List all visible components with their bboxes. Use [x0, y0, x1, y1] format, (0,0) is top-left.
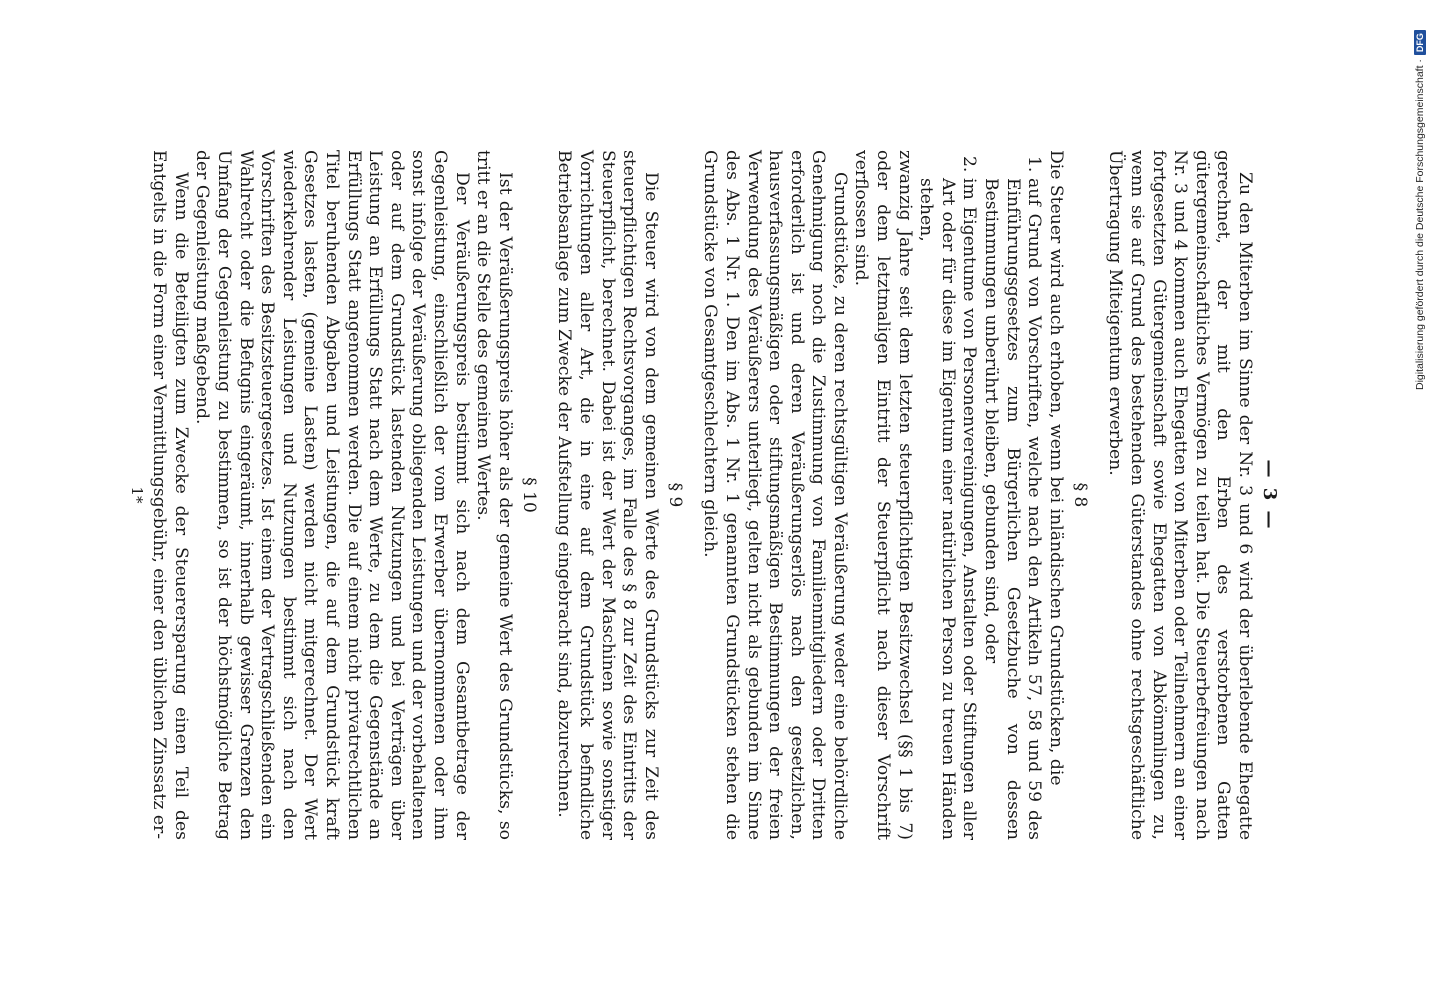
list-item	[979, 150, 1044, 840]
dfg-caption	[1414, 30, 1426, 390]
list-item-number: 1.	[1024, 156, 1045, 173]
list-item-number: 2.	[959, 156, 980, 173]
section-8-paragraph-2: Grundstücke, zu deren rechtsgültigen Veräußerung weder eine behördliche Genehmigung noch die Zustimmung von Familienmitgliedern oder Dritten erforderlich ist und deren Veräußerungserlös nach den gesetzlichen, hausverfassungsmäßigen oder stiftungsmäßigen Bestimmungen der freien Verwendung des Veräußerers unterliegt, gelten nicht als gebunden im Sinne des Abs. 1 Nr. 1. Den im Abs. 1 Nr. 1 genannten Grundstücken stehen die Grundstücke von Gesamtgeschlechtern gleich.	[700, 150, 850, 840]
intro-paragraph: Zu den Miterben im Sinne der Nr. 3 und 6 wird der überlebende Ehegatte gerechnet, der mit den Erben des verstorbenen Gatten gütergemeinschaftliches Vermögen zu teilen hat. Die Steuerbefreiungen nach Nr. 3 und 4 kommen auch Ehegatten von Miterben oder Teilnehmern an einer fortgesetzten Gütergemeinschaft sowie Ehegatten von Abkömmlingen zu, wenn sie auf Grund des bestehenden Güterstandes ohne rechtsgeschäftliche Übertragung Miteigentum erwerben.	[1105, 150, 1255, 840]
page-number: — 3 —	[1259, 459, 1280, 531]
section-10-paragraph-1: Ist der Veräußerungspreis höher als der gemeine Wert des Grundstücks, so tritt er an die Stelle des gemeinen Wertes.	[473, 150, 515, 840]
section-10-paragraph-2: Der Veräußerungspreis bestimmt sich nach dem Gesamtbetrage der Gegenleistung, einschließlich der vom Erwerber übernommenen oder ihm sonst infolge der Veräußerung obliegenden Leistungen und der vorbehaltenen oder auf dem Grundstück lastenden Nutzungen und bei Verträgen über Leistung an Erfüllungs Statt nach dem Werte, zu dem die Gegenstände an Erfüllungs Statt angenommen werden. Die auf einem nicht privatrechtlichen Titel beruhenden Abgaben und Leistungen, die auf dem Grundstück kraft Gesetzes lasten, (gemeine Lasten) werden nicht mitgerechnet. Der Wert wiederkehrender Leistungen und Nutzungen bestimmt sich nach den Vorschriften des Besitzsteuergesetzes. Ist einem der Vertragschließenden ein Wahlrecht oder die Befugnis eingeräumt, innerhalb gewisser Grenzen den Umfang der Gegenleistung zu bestimmen, so ist der höchstmögliche Betrag der Gegenleistung maßgebend.	[192, 150, 472, 840]
scanned-page	[127, 150, 1280, 840]
section-9-heading: § 9	[664, 482, 685, 508]
section-8-paragraph-1: zwanzig Jahre seit dem letzten steuerpflichtigen Besitzwechsel (§§ 1 bis 7) oder dem letztmaligen Eintritt der Steuerpflicht nach dieser Vorschrift verflossen sind.	[851, 150, 915, 840]
section-8-list	[915, 150, 1045, 840]
section-9-paragraph-1: Die Steuer wird von dem gemeinen Werte des Grundstücks zur Zeit des steuerpflichtigen Rechtsvorganges, im Falle des § 8 zur Zeit des Eintritts der Steuerpflicht, berechnet. Dabei ist der Wert der Maschinen sowie sonstiger Vorrichtungen aller Art, die in eine auf dem Grundstück befindliche Betriebsanlage zum Zwecke der Aufstellung eingebracht sind, abzurechnen.	[554, 150, 661, 840]
list-item-text: im Eigentume von Personenvereinigungen, Anstalten oder Stiftungen aller Art oder für diese im Eigentum einer natürlichen Person zu treuen Händen stehen,	[916, 178, 980, 840]
section-8-lead: Die Steuer wird auch erhoben, wenn bei inländischen Grundstücken, die	[1045, 150, 1066, 786]
section-8-heading: § 8	[1069, 482, 1090, 508]
section-10-paragraph-3: Wenn die Beteiligten zum Zwecke der Steuerersparung einen Teil des Entgelts in die Form einer Vermittlungsgebühr, einer den üblichen Zinssatz er-	[149, 150, 191, 840]
list-item	[915, 150, 980, 840]
section-10-heading: § 10	[518, 477, 539, 513]
dfg-caption-text: Digitalisierung gefördert durch die Deutsche Forschungsgemeinschaft ·	[1414, 59, 1426, 390]
dfg-logo: DFG	[1414, 30, 1426, 55]
list-item-text: auf Grund von Vorschriften, welche nach den Artikeln 57, 58 und 59 des Einführungsgesetzes zum Bürgerlichen Gesetzbuche von dessen Bestimmungen unberührt bleiben, gebunden sind, oder	[981, 178, 1045, 840]
signature-mark: 1*	[127, 486, 146, 504]
dfg-caption-anchor	[1414, 33, 1426, 391]
